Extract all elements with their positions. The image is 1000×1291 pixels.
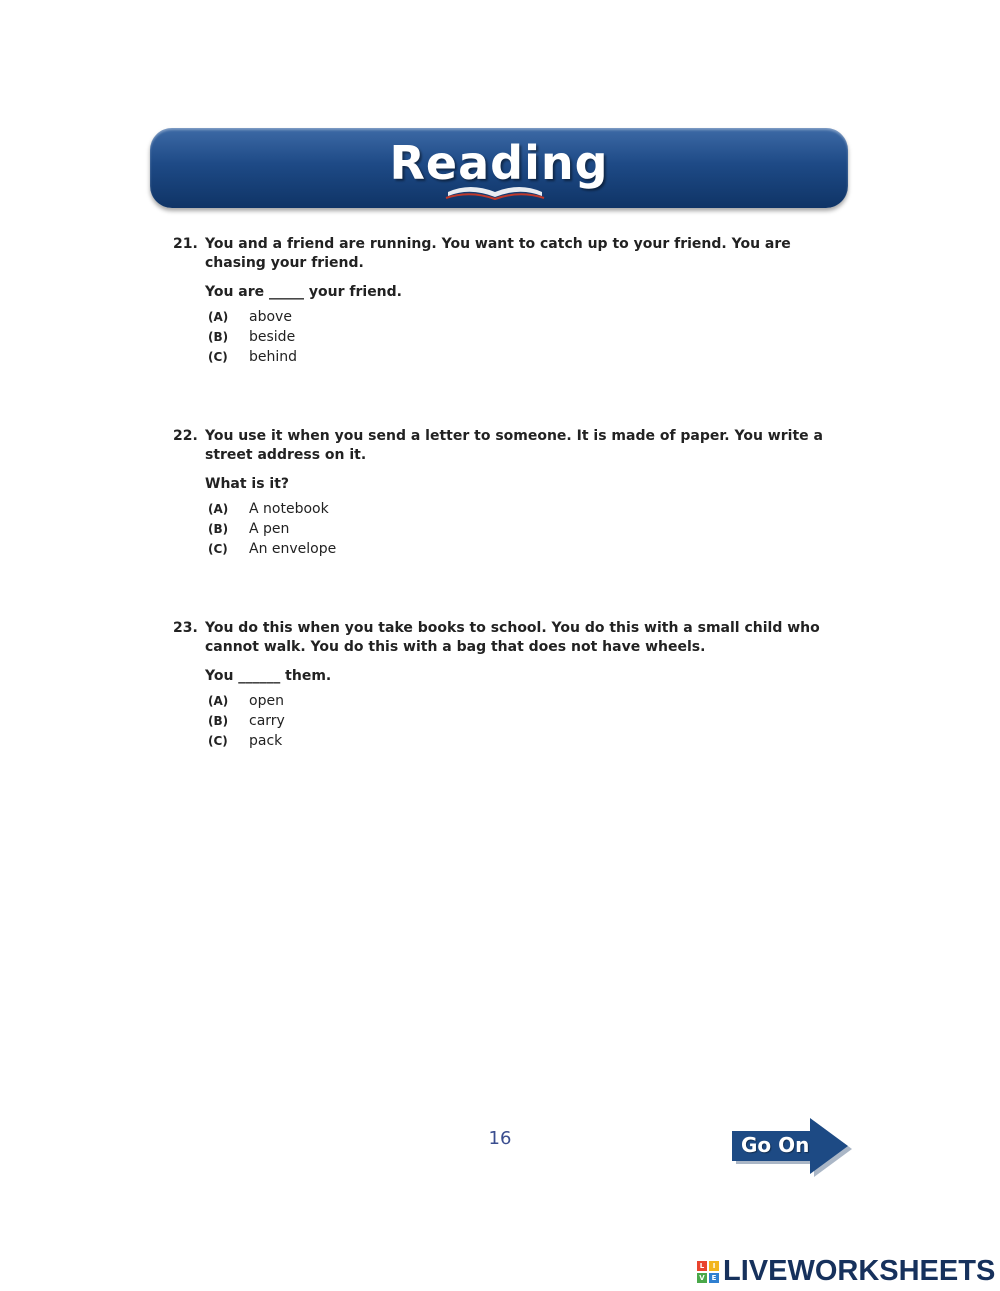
open-book-icon [440,178,550,202]
question-stem [173,427,833,465]
option-text: beside [249,329,296,345]
question-text: You do this when you take books to school. You do this with a small child who cannot walk. You do this with a bag that does not have wheels. [205,620,820,655]
question-23 [173,619,833,753]
question-stem [173,619,833,657]
question-number: 23. [173,620,198,636]
page-number: 16 [488,1128,512,1149]
option-text: A pen [249,521,290,537]
question-number: 22. [173,428,198,444]
option-letter: (C) [208,734,228,748]
answer-option[interactable] [208,349,833,369]
liveworksheets-logo[interactable] [697,1255,995,1288]
option-letter: (A) [208,310,229,324]
go-on-label: Go On [741,1133,810,1157]
question-stem [173,235,833,273]
question-prompt: You ______ them. [205,668,332,684]
option-letter: (B) [208,330,229,344]
question-21 [173,235,833,369]
option-letter: (A) [208,694,229,708]
option-letter: (B) [208,714,229,728]
option-text: carry [249,713,285,729]
answer-option[interactable] [208,733,833,753]
go-on-button[interactable] [728,1116,854,1178]
question-text: You and a friend are running. You want to catch up to your friend. You are chasing your friend. [205,236,791,271]
banner-title: Reading [389,136,609,190]
question-prompt: What is it? [205,476,290,492]
question-text: You use it when you send a letter to someone. It is made of paper. You write a street address on it. [205,428,823,463]
option-text: pack [249,733,283,749]
option-text: A notebook [249,501,329,517]
answer-options [173,693,833,753]
option-letter: (C) [208,350,228,364]
question-number: 21. [173,236,198,252]
answer-option[interactable] [208,501,833,521]
answer-options [173,501,833,561]
question-22 [173,427,833,561]
option-text: above [249,309,292,325]
answer-options [173,309,833,369]
question-prompt: You are _____ your friend. [205,284,402,300]
answer-option[interactable] [208,541,833,561]
answer-option[interactable] [208,329,833,349]
answer-option[interactable] [208,693,833,713]
option-letter: (B) [208,522,229,536]
brand-name: LIVEWORKSHEETS [723,1255,996,1287]
answer-option[interactable] [208,521,833,541]
answer-option[interactable] [208,713,833,733]
option-text: behind [249,349,298,365]
option-text: open [249,693,284,709]
option-letter: (C) [208,542,228,556]
option-text: An envelope [249,541,337,557]
answer-option[interactable] [208,309,833,329]
option-letter: (A) [208,502,229,516]
liveworksheets-mark-icon: L I V E [697,1261,719,1283]
